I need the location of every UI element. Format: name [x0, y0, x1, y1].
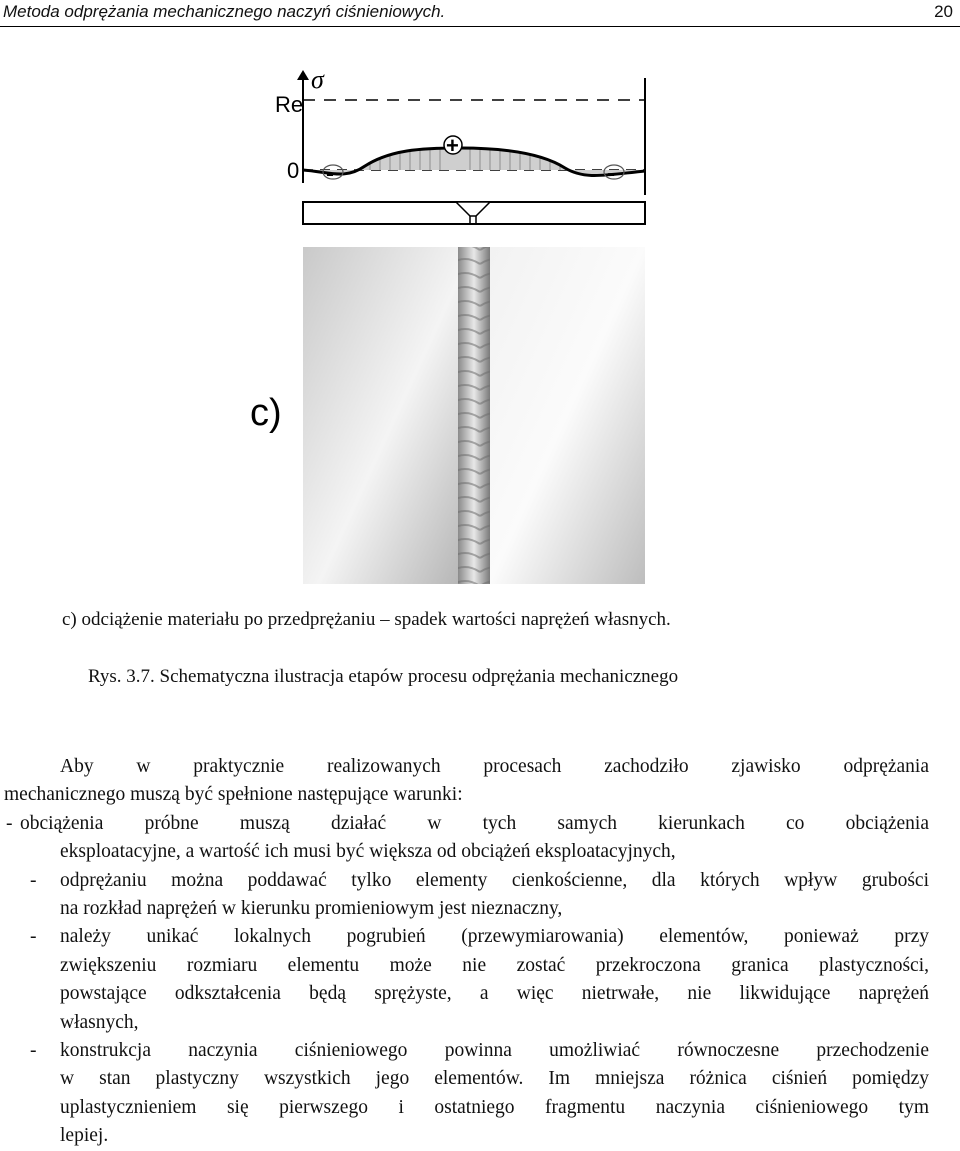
sign-minus-left: - [326, 160, 334, 187]
plate-left [303, 247, 458, 584]
list-item [4, 867, 929, 895]
list-item [4, 1037, 929, 1065]
list-item-line: eksploatacyjne, a wartość ich musi być większa od obciążeń eksploatacyjnych, [60, 841, 676, 863]
list-item [4, 810, 929, 838]
axis-zero-label: 0 [287, 158, 300, 183]
list-item-line: lepiej. [60, 1125, 109, 1147]
weld-seam-ripples [458, 247, 490, 584]
stress-figure [0, 30, 960, 590]
page-header [0, 0, 960, 27]
header-title: Metoda odprężania mechanicznego naczyń ciśnieniowych. [3, 2, 446, 21]
list-item-line: należy unikać lokalnych pogrubień (przewymiarowania) elementów, ponieważ przy [60, 926, 929, 948]
list-item-line: własnych, [60, 1011, 139, 1033]
sign-plus: + [446, 133, 459, 158]
list-dash: - [6, 812, 13, 834]
list-dash: - [30, 869, 37, 891]
list-item [4, 923, 929, 951]
figure-caption: Rys. 3.7. Schematyczna ilustracja etapów procesu odprężania mechanicznego [88, 666, 679, 687]
sigma-axis-arrow [297, 70, 309, 80]
intro-line-2: mechanicznego muszą być spełnione następujące warunki: [4, 784, 463, 806]
page-number: 20 [934, 2, 953, 21]
list-item-line: obciążenia próbne muszą działać w tych samych kierunkach co obciążenia [20, 812, 929, 834]
list-item-line: na rozkład naprężeń w kierunku promieniowym jest nieznaczny, [60, 898, 563, 920]
body-text [4, 753, 929, 1151]
list-item-line: odprężaniu można poddawać tylko elementy cienkościenne, dla których wpływ grubości [60, 869, 929, 891]
panel-caption: c) odciążenie materiału po przedprężaniu – spadek wartości naprężeń własnych. [62, 609, 671, 630]
list-item-line: zwiększeniu rozmiaru elementu może nie zostać przekroczona granica plastyczności, [60, 954, 929, 976]
list-item-line: powstające odkształcenia będą sprężyste, a więc nietrwałe, nie likwidujące naprężeń [60, 983, 929, 1005]
intro-line-1: Aby w praktycznie realizowanych procesach zachodziło zjawisko odprężania [60, 756, 929, 777]
sign-minus-right: - [607, 160, 615, 187]
panel-label: c) [250, 392, 282, 434]
plate-right [490, 247, 645, 584]
list-dash: - [30, 926, 37, 948]
list-item-line: w stan plastyczny wszystkich jego elementów. Im mniejsza różnica ciśnień pomiędzy [60, 1068, 929, 1090]
list-dash: - [30, 1040, 37, 1062]
list-item-line: konstrukcja naczynia ciśnieniowego powinna umożliwiać równoczesne przechodzenie [60, 1040, 929, 1062]
list-item-line: uplastycznieniem się pierwszego i ostatniego fragmentu naczynia ciśnieniowego tym [60, 1096, 929, 1118]
axis-re-label: Re [275, 92, 304, 117]
figure-svg [0, 30, 960, 590]
axis-sigma-label: σ [311, 65, 324, 94]
